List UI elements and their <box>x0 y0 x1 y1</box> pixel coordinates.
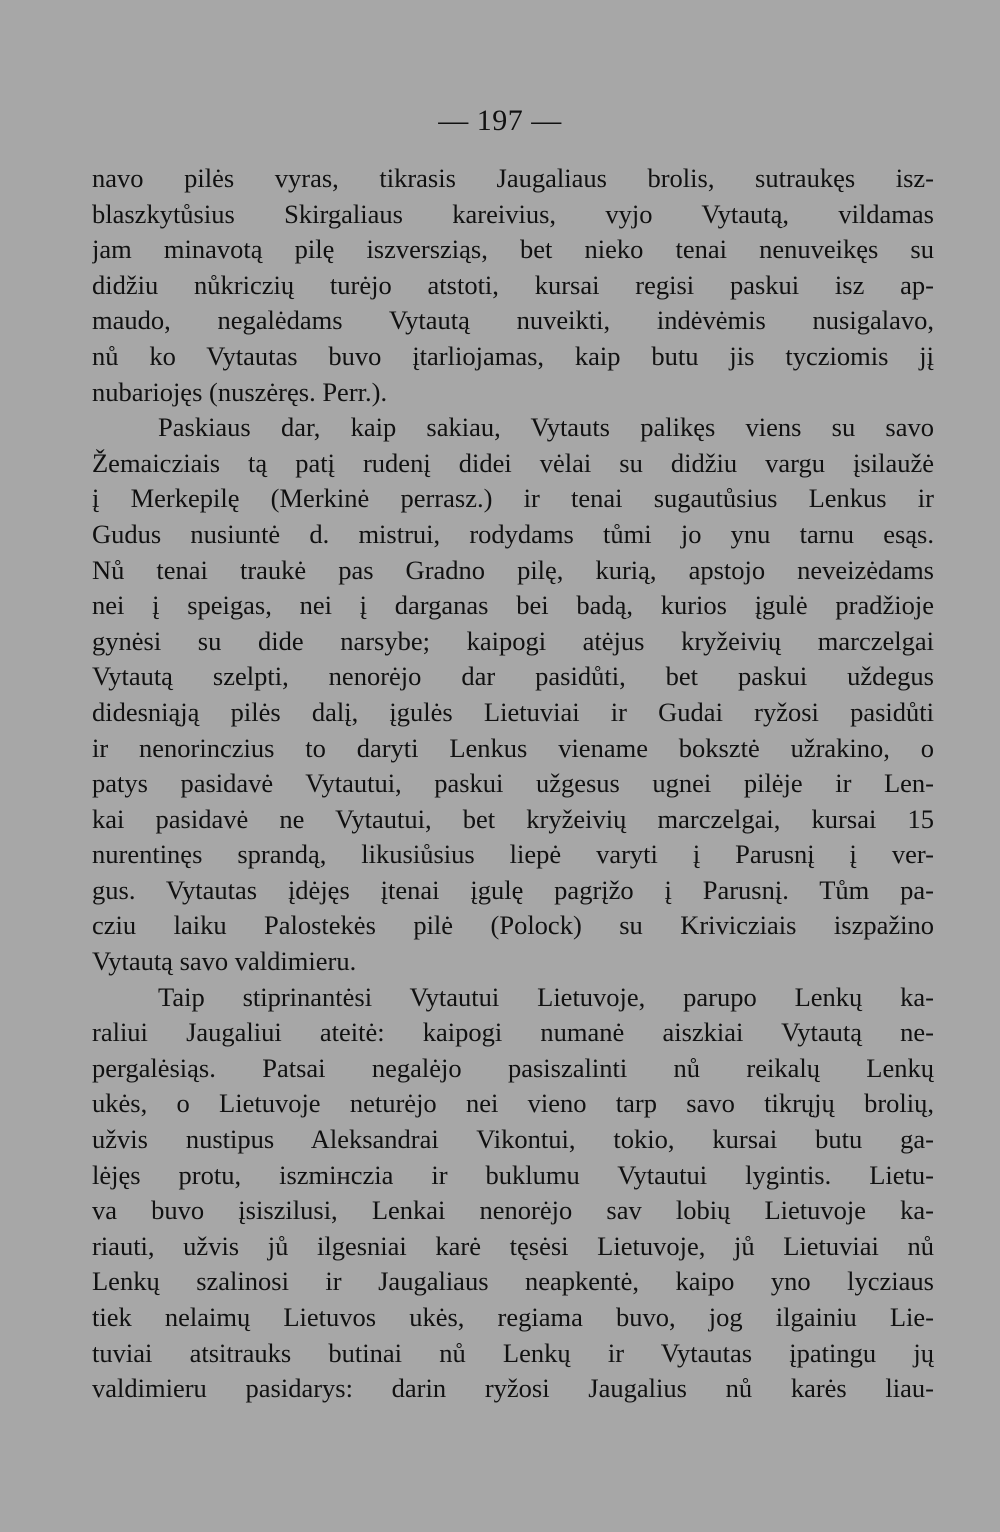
text-line: didesniąją pilės dalį, įgulės Lietuviai ir Gudai ryžosi pasidůti <box>92 696 934 727</box>
text-line: kai pasidavė ne Vytautui, bet kryžeivių marczelgai, kursai 15 <box>92 803 934 834</box>
text-line: navo pilės vyras, tikrasis Jaugaliaus brolis, sutraukęs isz- <box>92 163 934 193</box>
text-line: ukės, o Lietuvoje neturėjo nei vieno tarp savo tikrųjų brolių, <box>92 1088 934 1119</box>
text-line: Vytautą savo valdimieru. <box>92 946 357 977</box>
text-line: Gudus nusiuntė d. mistrui, rodydams tůmi jo ynu tarnu esąs. <box>92 518 934 549</box>
text-line: į Merkepilę (Merkinė perrasz.) ir tenai sugautůsius Lenkus ir <box>92 483 934 514</box>
text-line: gynėsi su dide narsybe; kaipogi atėjus kryžeivių marczelgai <box>92 625 934 656</box>
text-line: jam minavotą pilę iszversziąs, bet nieko tenai nenuveikęs su <box>92 234 934 265</box>
text-line: užvis nustipus Aleksandrai Vikontui, tokio, kursai butu ga- <box>92 1124 934 1155</box>
text-line: tuviai atsitrauks butinai nů Lenkų ir Vytautas įpatingu jų <box>92 1337 934 1368</box>
text-line: Nů tenai traukė pas Gradno pilę, kurią, apstojo neveizėdams <box>92 554 934 585</box>
text-line: nurentinęs sprandą, likusiůsius liepė varyti į Parusnį į ver- <box>92 839 934 870</box>
text-line: ir nenorinczius to daryti Lenkus viename boksztė užrakino, o <box>92 732 934 763</box>
text-line: patys pasidavė Vytautui, paskui užgesus ugnei pilėje ir Len- <box>92 768 934 799</box>
text-line: didžiu nůkriczių turėjo atstoti, kursai regisi paskui isz ap- <box>92 269 934 300</box>
text-line: valdimieru pasidarys: darin ryžosi Jaugalius nů karės liau- <box>92 1373 934 1404</box>
text-line: va buvo įsiszilusi, Lenkai nenorėjo sav lobių Lietuvoje ka- <box>92 1195 934 1226</box>
text-line: riauti, užvis jů ilgesniai karė tęsėsi Lietuvoje, jů Lietuviai nů <box>92 1230 934 1261</box>
text-line: blaszkytůsius Skirgaliaus kareivius, vyjo Vytautą, vildamas <box>92 198 934 229</box>
body-text <box>92 161 934 1407</box>
text-line: gus. Vytautas įdėjęs įtenai įgulę pagrįžo į Parusnį. Tům pa- <box>92 874 934 905</box>
text-line: lėjęs protu, iszmінczia ir buklumu Vytautui lygintis. Lietu- <box>92 1159 934 1190</box>
text-line: Lenkų szalinosi ir Jaugaliaus neapkentė, kaipo yno lycziaus <box>92 1266 934 1297</box>
text-line: Žemaicziais tą patį rudenį didei vėlai su didžiu vargu įsilaužė <box>92 447 934 478</box>
text-line: nei į speigas, nei į darganas bei badą, kurios įgulė pradžioje <box>92 590 934 621</box>
text-line: raliui Jaugaliui ateitė: kaipogi numanė aiszkiai Vytautą ne- <box>92 1017 934 1048</box>
text-line: Vytautą szelpti, nenorėjo dar pasidůti, bet paskui uždegus <box>92 661 934 692</box>
page-number: — 197 — <box>438 104 562 137</box>
text-line: nubariojęs (nuszėręs. Perr.). <box>92 376 388 407</box>
text-line: pergalėsiąs. Patsai negalėjo pasiszalinti nů reikalų Lenkų <box>92 1052 934 1083</box>
text-line: tiek nelaimų Lietuvos ukės, regiama buvo, jog ilgainiu Lie- <box>92 1302 934 1332</box>
text-line: nů ko Vytautas buvo įtarliojamas, kaip butu jis tycziomis jį <box>92 340 934 371</box>
paragraph-start-line: Taip stiprinantėsi Vytautui Lietuvoje, parupo Lenkų ka- <box>158 981 934 1012</box>
paragraph-start-line: Paskiaus dar, kaip sakiau, Vytauts palikęs viens su savo <box>158 412 934 443</box>
text-line: maudo, negalėdams Vytautą nuveikti, indėvėmis nusigalavo, <box>92 305 934 336</box>
text-line: cziu laiku Palostekės pilė (Polock) su Krivicziais iszpažino <box>92 910 934 941</box>
